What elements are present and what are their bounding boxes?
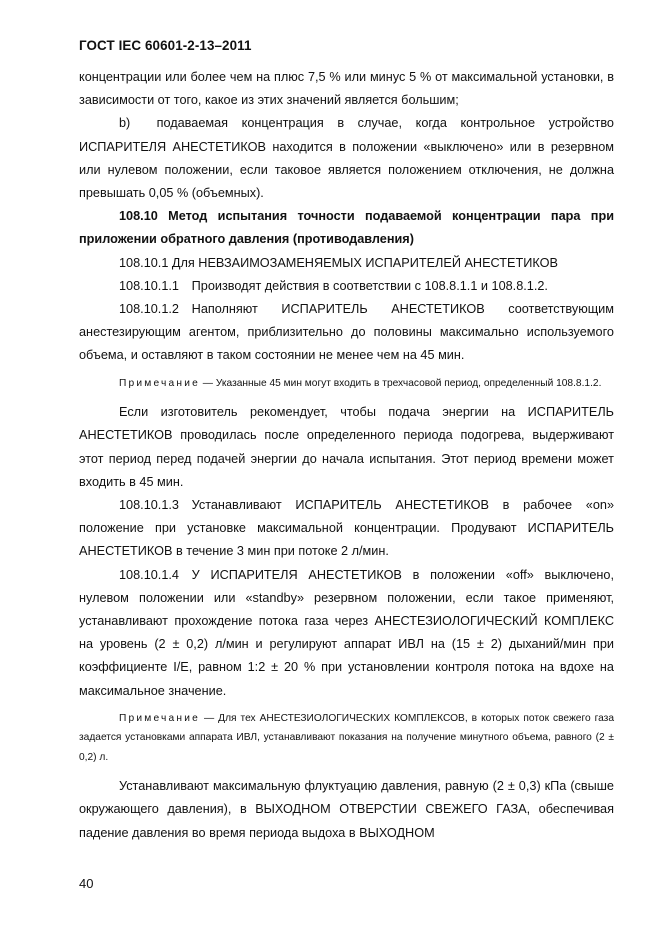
note-text: — Для тех АНЕСТЕЗИОЛОГИЧЕСКИХ КОМПЛЕКСОВ, в которых поток свежего газа задается установками аппарата ИВЛ, устанавливают показания на получение минутного объема, равного (2 ± 0,2) л. <box>79 712 614 763</box>
note-label: Примечание <box>119 377 200 389</box>
paragraph-108-10-1-3: 108.10.1.3 Устанавливают ИСПАРИТЕЛЬ АНЕСТЕТИКОВ в рабочее «on» положение при установке максимальной концентрации. Продувают ИСПАРИТЕЛЬ АНЕСТЕТИКОВ в течение 3 мин при потоке 2 л/мин. <box>79 497 614 559</box>
paragraph-108-10-1-2: 108.10.1.2 Наполняют ИСПАРИТЕЛЬ АНЕСТЕТИКОВ соответствующим анестезирующим агентом, приблизительно до половины максимально используемого объема, и оставляют в таком состоянии не менее чем на 45 мин. <box>79 302 614 363</box>
subsection-108-10-1: 108.10.1 Для НЕВЗАИМОЗАМЕНЯЕМЫХ ИСПАРИТЕЛЕЙ АНЕСТЕТИКОВ <box>119 255 558 270</box>
page-number: 40 <box>79 876 94 891</box>
note-45-min <box>79 374 614 394</box>
paragraph-concentration-tolerance: концентрации или более чем на плюс 7,5 % или минус 5 % от максимальной установки, в зависимости от того, какое из этих значений является большим; <box>79 70 614 108</box>
section-heading-108-10: 108.10 Метод испытания точности подаваемой концентрации пара при приложении обратного давления (противодавления) <box>79 209 614 247</box>
paragraph-warmup-period: Если изготовитель рекомендует, чтобы подача энергии на ИСПАРИТЕЛЬ АНЕСТЕТИКОВ проводилась после определенного периода подогрева, выдерживают этот период перед подачей энергии до начала испытания. Этот период времени может входить в 45 мин. <box>79 405 614 489</box>
note-fresh-gas <box>79 709 614 768</box>
document-header: ГОСТ IEC 60601-2-13–2011 <box>79 38 252 53</box>
document-body <box>79 66 614 845</box>
note-text: — Указанные 45 мин могут входить в трехчасовой период, определенный 108.8.1.2. <box>199 377 602 389</box>
paragraph-108-10-1-4: 108.10.1.4 У ИСПАРИТЕЛЯ АНЕСТЕТИКОВ в положении «off» выключено, нулевом положении или «standby» резервном положении, если такое применяют, устанавливают прохождение потока газа через АНЕСТЕЗИОЛОГИЧЕСКИЙ КОМПЛЕКС на уровень (2 ± 0,2) л/мин и регулируют аппарат ИВЛ на (15 ± 2) дыханий/мин при коэффициенте I/E, равном 1:2 ± 20 % при установлении контроля потока на вдохе на максимальное значение. <box>79 567 614 698</box>
note-label: Примечание <box>119 712 200 724</box>
paragraph-108-10-1-1: 108.10.1.1 Производят действия в соответствии с 108.8.1.1 и 108.8.1.2. <box>119 278 548 293</box>
paragraph-item-b: b) подаваемая концентрация в случае, когда контрольное устройство ИСПАРИТЕЛЯ АНЕСТЕТИКОВ находится в положении «выключено» или в резервном или нулевом положении, если таковое является положением отключения, не должна превышать 0,05 % (объемных). <box>79 116 614 201</box>
paragraph-pressure-fluctuation: Устанавливают максимальную флуктуацию давления, равную (2 ± 0,3) кПа (свыше окружающего давления), в ВЫХОДНОМ ОТВЕРСТИИ СВЕЖЕГО ГАЗА, обеспечивая падение давления во время периода выдоха в ВЫХОДНОМ <box>79 779 614 840</box>
